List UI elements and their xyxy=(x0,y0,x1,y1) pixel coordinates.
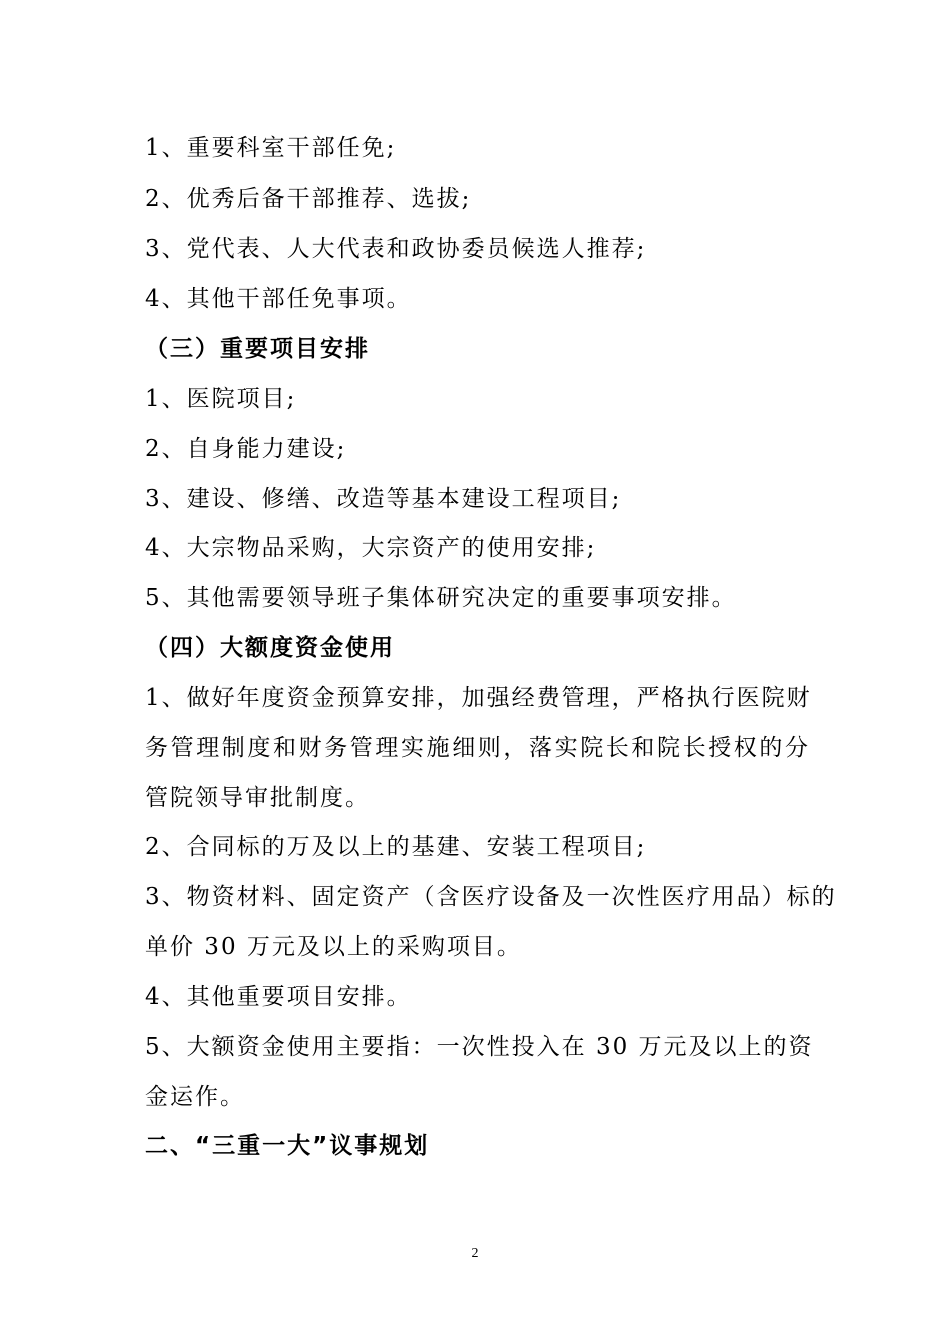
section-heading: （四）大额度资金使用 xyxy=(145,635,395,661)
section-heading: 二、“三重一大”议事规划 xyxy=(145,1133,430,1159)
text-line: 4、大宗物品采购，大宗资产的使用安排; xyxy=(145,535,597,561)
text-line: 2、合同标的万及以上的基建、安装工程项目; xyxy=(145,834,647,860)
text-line: 4、其他重要项目安排。 xyxy=(145,984,412,1010)
text-line: 1、医院项目; xyxy=(145,386,297,412)
section-heading: （三）重要项目安排 xyxy=(145,336,370,362)
text-line: 务管理制度和财务管理实施细则，落实院长和院长授权的分 xyxy=(145,735,810,761)
text-line: 1、做好年度资金预算安排，加强经费管理，严格执行医院财 xyxy=(145,685,812,711)
text-line: 2、自身能力建设; xyxy=(145,436,347,462)
text-line: 3、物资材料、固定资产（含医疗设备及一次性医疗用品）标的 xyxy=(145,884,837,910)
text-line: 2、优秀后备干部推荐、选拔; xyxy=(145,186,472,212)
text-line: 单价 30 万元及以上的采购项目。 xyxy=(145,934,522,960)
text-line: 4、其他干部任免事项。 xyxy=(145,286,412,312)
text-line: 1、重要科室干部任免; xyxy=(145,135,397,161)
text-line: 管院领导审批制度。 xyxy=(145,785,370,811)
text-line: 5、其他需要领导班子集体研究决定的重要事项安排。 xyxy=(145,585,737,611)
text-line: 金运作。 xyxy=(145,1084,245,1110)
text-line: 3、建设、修缮、改造等基本建设工程项目; xyxy=(145,486,622,512)
text-line: 3、党代表、人大代表和政协委员候选人推荐; xyxy=(145,236,647,262)
page-number: 2 xyxy=(471,1246,479,1261)
text-line: 5、大额资金使用主要指：一次性投入在 30 万元及以上的资 xyxy=(145,1034,814,1060)
